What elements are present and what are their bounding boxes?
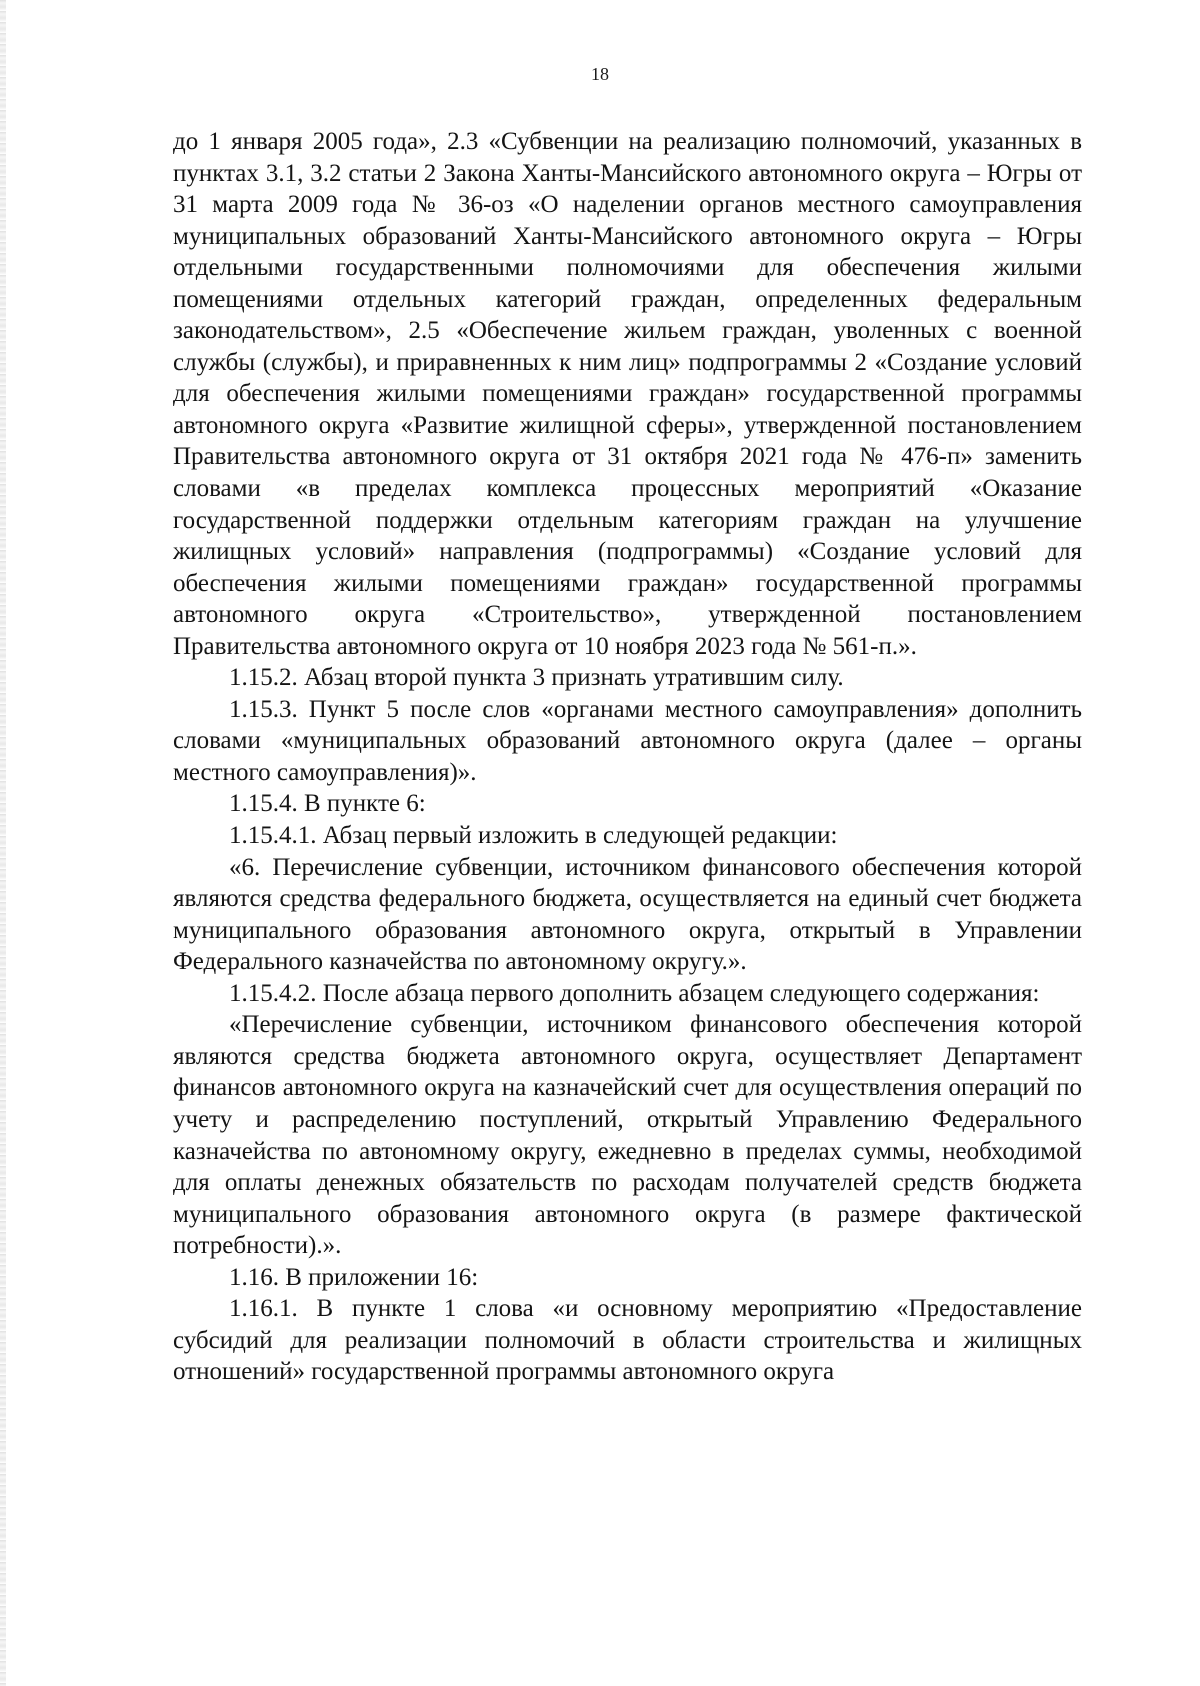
paragraph-1-16: 1.16. В приложении 16: — [229, 1263, 479, 1291]
document-body — [173, 126, 1082, 1388]
paragraph-quote-6: «6. Перечисление субвенции, источником финансового обеспечения которой являются средства федерального бюджета, осуществляется на единый счет бюджета муниципального образования автономного округа, открытый в Управлении Федерального казначейства по автономному округу.». — [173, 853, 1082, 976]
page-number: 18 — [591, 64, 609, 84]
scan-edge-artifact — [0, 0, 6, 1686]
paragraph-1-15-4-1: 1.15.4.1. Абзац первый изложить в следующей редакции: — [229, 822, 838, 850]
paragraph-1-15-4-2: 1.15.4.2. После абзаца первого дополнить абзацем следующего содержания: — [229, 979, 1040, 1007]
paragraph-continuation: до 1 января 2005 года», 2.3 «Субвенции на реализацию полномочий, указанных в пунктах 3.1, 3.2 статьи 2 Закона Ханты-Мансийского автономного округа – Югры от 31 марта 2009 года № 36-оз «О наделении органов местного самоуправления муниципальных образований Ханты-Мансийского автономного округа – Югры отдельными государственными полномочиями для обеспечения жилыми помещениями отдельных категорий граждан, определенных федеральным законодательством», 2.5 «Обеспечение жильем граждан, уволенных с военной службы (службы), и приравненных к ним лиц» подпрограммы 2 «Создание условий для обеспечения жилыми помещениями граждан» государственной программы автономного округа «Развитие жилищной сферы», утвержденной постановлением Правительства автономного округа от 31 октября 2021 года № 476-п» заменить словами «в пределах комплекса процессных мероприятий «Оказание государственной поддержки отдельным категориям граждан на улучшение жилищных условий» направления (подпрограммы) «Создание условий для обеспечения жилыми помещениями граждан» государственной программы автономного округа «Строительство», утвержденной постановлением Правительства автономного округа от 10 ноября 2023 года № 561-п.». — [173, 128, 1082, 660]
paragraph-1-15-4: 1.15.4. В пункте 6: — [229, 790, 426, 818]
paragraph-1-15-3: 1.15.3. Пункт 5 после слов «органами местного самоуправления» дополнить словами «муниципальных образований автономного округа (далее – органы местного самоуправления)». — [173, 695, 1082, 786]
paragraph-1-16-1: 1.16.1. В пункте 1 слова «и основному мероприятию «Предоставление субсидий для реализации полномочий в области строительства и жилищных отношений» государственной программы автономного округа — [173, 1295, 1082, 1386]
paragraph-1-15-2: 1.15.2. Абзац второй пункта 3 признать утратившим силу. — [229, 664, 844, 692]
paragraph-quote-transfer: «Перечисление субвенции, источником финансового обеспечения которой являются средства бюджета автономного округа, осуществляет Департамент финансов автономного округа на казначейский счет для осуществления операций по учету и распределению поступлений, открытый Управлению Федерального казначейства по автономному округу, ежедневно в пределах суммы, необходимой для оплаты денежных обязательств по расходам получателей средств бюджета муниципального образования автономного округа (в размере фактической потребности).». — [173, 1011, 1082, 1260]
